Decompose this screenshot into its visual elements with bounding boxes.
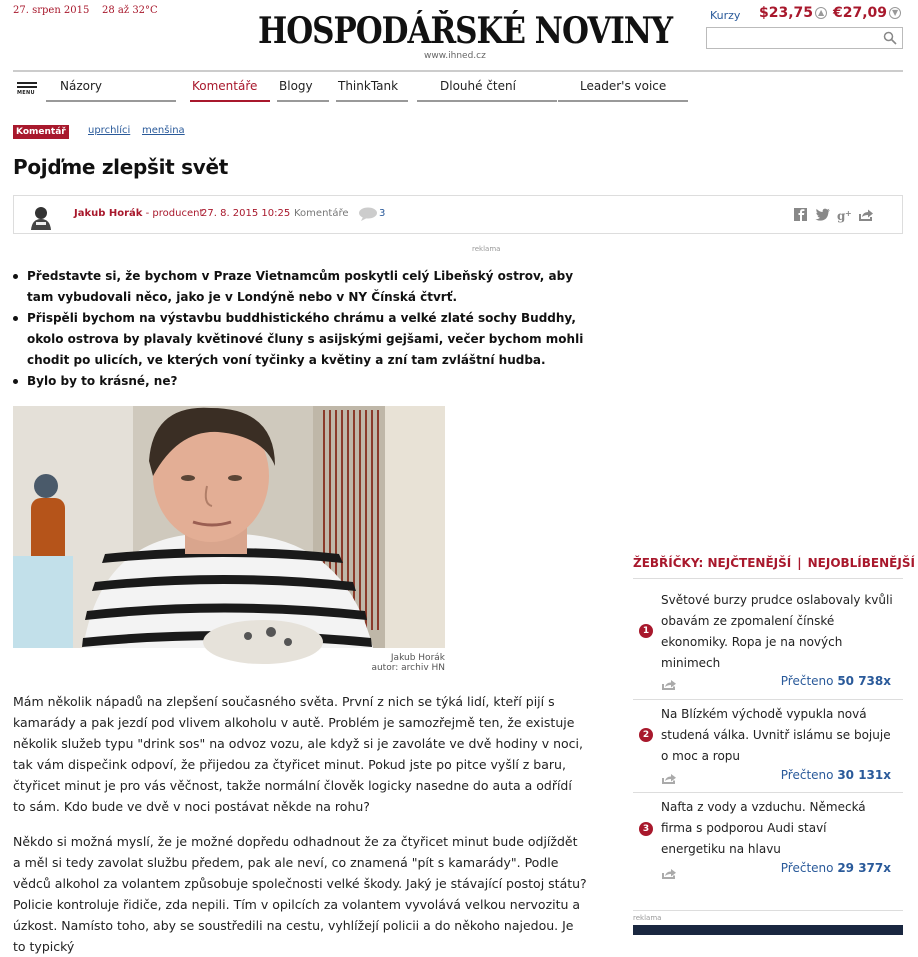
arrow-down-icon: ▼ — [889, 7, 901, 19]
facebook-icon[interactable] — [793, 208, 809, 222]
tag-link-uprchlici[interactable]: uprchlíci — [88, 125, 131, 136]
divider — [633, 699, 903, 700]
ad-label: reklama — [472, 245, 501, 253]
rate-usd[interactable]: $23,75 ▲ — [759, 5, 827, 21]
share-icon[interactable] — [661, 679, 677, 691]
search-icon[interactable] — [883, 31, 897, 45]
photo-credit: autor: archiv HN — [371, 663, 445, 673]
photo-caption-name: Jakub Horák — [390, 653, 445, 663]
ranking-title[interactable]: Světové burzy prudce oslabovaly kvůli obavám ze zpomalení čínské ekonomiky. Ropa je na nových minimech — [661, 593, 893, 670]
avatar[interactable] — [30, 205, 52, 230]
summary-item: Bylo by to krásné, ne? — [13, 371, 593, 392]
nav-underline — [277, 100, 329, 102]
nav-underline — [417, 100, 557, 102]
nav-item-thinktank[interactable]: ThinkTank — [338, 79, 399, 93]
read-count: Přečteno 50 738x — [780, 674, 891, 688]
article-paragraph: Někdo si možná myslí, že je možné dopředu odhadnout že za čtyřicet minut bude odjíždět a měl si tedy zavolat službu předem, pak ale neví, co znamená "pít s kamarády". Podle vědců alkohol za volantem způsobuje společnosti velké škody. Jaký je stávající postoj státu? Policie kontroluje řidiče, zda nepili. Tím v opilcích za volantem vyvolává velkou nervozitu a úzkost. Namísto toho, aby se soustředili na cestu, vyhlížejí policii a do někoho najedou. Je to typický — [13, 834, 587, 954]
google-plus-icon[interactable] — [837, 208, 853, 222]
menu-icon[interactable]: MENU — [17, 82, 37, 96]
rate-eur[interactable]: €27,09 ▼ — [833, 5, 901, 21]
nav-item-komentare[interactable]: Komentáře — [192, 79, 258, 93]
nav-item-blogy[interactable]: Blogy — [279, 79, 313, 93]
article-title: Pojďme zlepšit svět — [13, 155, 228, 179]
comments-count[interactable]: 3 — [379, 208, 386, 219]
twitter-icon[interactable] — [815, 208, 831, 222]
nav-underline — [558, 100, 688, 102]
author-name[interactable]: Jakub Horák - producent — [74, 208, 204, 219]
portrait-image — [13, 406, 445, 648]
article-summary — [13, 266, 593, 392]
divider — [633, 578, 903, 579]
nav-underline — [336, 100, 408, 102]
author-bar — [13, 195, 903, 234]
nav-item-leaders-voice[interactable]: Leader's voice — [580, 79, 667, 93]
advertisement[interactable] — [633, 925, 903, 935]
share-icon[interactable] — [661, 773, 677, 785]
top-bar — [0, 0, 918, 60]
publish-date: 27. 8. 2015 10:25 — [201, 208, 291, 219]
article-photo[interactable] — [13, 406, 445, 648]
rates-label[interactable]: Kurzy — [710, 9, 741, 22]
ranking-title[interactable]: Nafta z vody a vzduchu. Německá firma s podporou Audi staví energetiku na hlavu — [661, 800, 866, 856]
temperature: 28 až 32°C — [102, 5, 158, 16]
comments-link[interactable]: Komentáře — [294, 208, 349, 219]
ranking-title[interactable]: Na Blízkém východě vypukla nová studená válka. Uvnitř islámu se bojuje o moc a ropu — [661, 707, 891, 763]
svg-text:+: + — [845, 209, 852, 218]
rankings-label: ŽEBŘÍČKY: — [633, 556, 704, 570]
nav-underline-active — [190, 100, 270, 102]
tab-most-read[interactable]: NEJČTENĚJŠÍ — [707, 556, 792, 570]
tag-link-mensina[interactable]: menšina — [142, 125, 185, 136]
ranking-number: 3 — [639, 822, 653, 836]
divider — [633, 792, 903, 793]
article-paragraph: Mám několik nápadů na zlepšení současného světa. První z nich se týká lidí, kteří pijí s kamarády a pak jezdí pod vlivem alkoholu v autě. Problém je samozřejmě ten, že existuje několik služeb typu "drink sos" na odvoz vozu, ale když si je zavoláte ve dvě hodiny v noci, tak vám dispečink odpoví, že přijedou za čtyřicet minut. Pokud jste po pitce vyšlí z baru, čtyřicet minut je pro vás věčnost, takže normální člověk logicky nasedne do auta a odřídí to sám. Kdo bude ve dvě v noci postávat někde na rohu? — [13, 694, 583, 814]
nav-item-dlouhe-cteni[interactable]: Dlouhé čtení — [440, 79, 516, 93]
nav-underline — [46, 100, 176, 102]
rankings-header — [633, 556, 915, 570]
rankings-separator: | — [797, 556, 802, 570]
share-icon[interactable] — [661, 868, 677, 880]
summary-item: Představte si, že bychom v Praze Vietnamcům poskytli celý Libeňský ostrov, aby tam vybudovali něco, jako je v Londýně nebo v NY Čínská čtvrť. — [13, 266, 593, 308]
site-logo[interactable]: HOSPODÁŘSKÉ NOVINY — [258, 10, 673, 52]
summary-item: Přispěli bychom na výstavbu buddhistického chrámu a velké zlaté sochy Buddhy, okolo ostrova by plavaly květinové čluny s asijskými gejšami, večer bychom mohli chodit po ulicích, ve kterých voní tyčinky a květiny a zní tam zvláštní hudba. — [13, 308, 593, 371]
search-input[interactable] — [706, 27, 903, 49]
main-nav — [13, 70, 903, 102]
ranking-number: 2 — [639, 728, 653, 742]
comment-icon[interactable] — [358, 207, 378, 221]
ranking-number: 1 — [639, 624, 653, 638]
read-count: Přečteno 29 377x — [780, 861, 891, 875]
share-icon[interactable] — [858, 208, 874, 222]
read-count: Přečteno 30 131x — [780, 768, 891, 782]
nav-item-nazory[interactable]: Názory — [60, 79, 103, 93]
category-badge[interactable]: Komentář — [13, 125, 69, 139]
photo-caption — [13, 653, 445, 673]
ad-label: reklama — [633, 910, 903, 922]
site-url[interactable]: www.ihned.cz — [424, 51, 486, 61]
tab-most-popular[interactable]: NEJOBLÍBENĚJŠÍ — [807, 556, 915, 570]
arrow-up-icon: ▲ — [815, 7, 827, 19]
svg-text:g: g — [837, 209, 846, 223]
current-date: 27. srpen 2015 — [13, 5, 90, 16]
